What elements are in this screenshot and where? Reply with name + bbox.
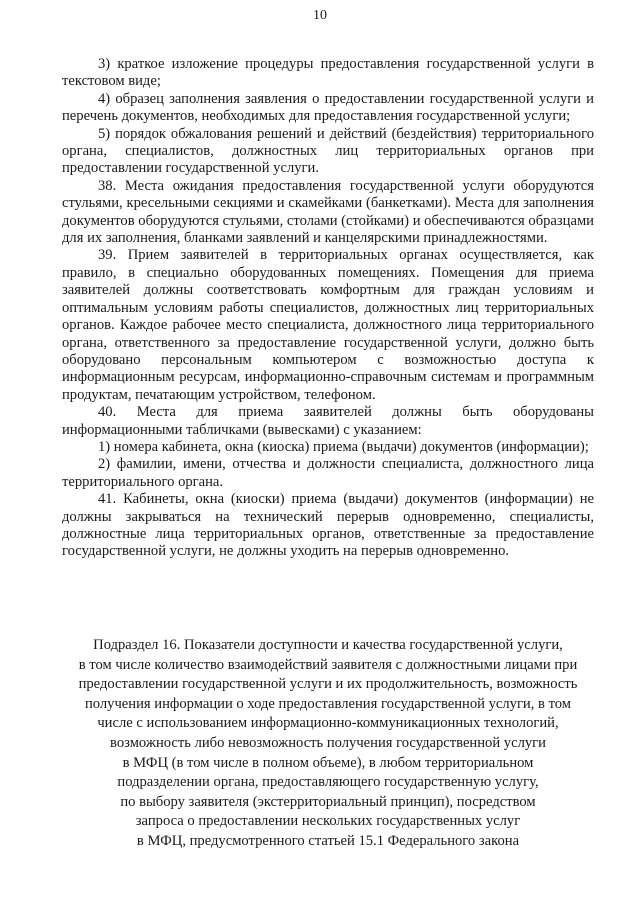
- paragraph-40: 40. Места для приема заявителей должны быть оборудованы информационными табличками (вывесками) с указанием:: [62, 404, 594, 438]
- heading-line: запроса о предоставлении нескольких государственных услуг: [135, 813, 521, 830]
- heading-line: возможность либо невозможность получения государственной услуги: [110, 734, 546, 751]
- paragraph-41: 41. Кабинеты, окна (киоски) приема (выдачи) документов (информации) не должны закрываться на технический перерыв одновременно, специалисты, должностные лица территориальных органов, ответственные за предоставление государственной услуги, не должны уходить на перерыв одновременно.: [62, 491, 594, 560]
- heading-line: в МФЦ, предусмотренного статьей 15.1 Федерального закона: [136, 832, 520, 849]
- paragraph-item-5: 5) порядок обжалования решений и действий (бездействия) территориального органа, специалистов, должностных лиц территориальных органов при предоставлении государственной услуги.: [62, 125, 594, 177]
- paragraph-item-3: 3) краткое изложение процедуры предоставления государственной услуги в текстовом виде;: [62, 56, 594, 90]
- subsection-16-heading: [62, 636, 594, 852]
- heading-line: предоставлении государственной услуги и их продолжительность, возможность: [78, 676, 578, 693]
- page-number: 10: [313, 8, 327, 23]
- body-text: [62, 56, 594, 561]
- heading-line: подразделении органа, предоставляющего государственную услугу,: [117, 774, 539, 791]
- heading-line: по выбору заявителя (экстерриториальный принцип), посредством: [120, 793, 536, 810]
- paragraph-40-item-1: 1) номера кабинета, окна (киоска) приема (выдачи) документов (информации);: [98, 438, 589, 455]
- paragraph-39: 39. Прием заявителей в территориальных органах осуществляется, как правило, в специально оборудованных помещениях. Помещения для приема заявителей должны соответствовать комфортным для граждан условиям и оптимальным условиям работы специалистов, должностных лиц территориальных органов. Каждое рабочее место специалиста, должностного лица территориального органа, ответственного за предоставление государственной услуги, должно быть оборудовано персональным компьютером с возможностью доступа к информационным ресурсам, информационно-справочным системам и программным продуктам, печатающим устройством, телефоном.: [62, 247, 594, 403]
- paragraph-item-4: 4) образец заполнения заявления о предоставлении государственной услуги и перечень документов, необходимых для предоставления государственной услуги;: [62, 90, 594, 125]
- paragraph-40-item-2: 2) фамилии, имени, отчества и должности специалиста, должностного лица территориального органа.: [62, 456, 594, 490]
- heading-line: в том числе количество взаимодействий заявителя с должностными лицами при: [78, 656, 578, 673]
- heading-line: числе с использованием информационно-коммуникационных технологий,: [97, 715, 559, 732]
- heading-line: в МФЦ (в том числе в полном объеме), в любом территориальном: [122, 754, 534, 771]
- paragraph-38: 38. Места ожидания предоставления государственной услуги оборудуются стульями, кресельными секциями и скамейками (банкетками). Места для заполнения документов оборудуются стульями, столами (стойками) и обеспечиваются образцами для их заполнения, бланками заявлений и канцелярскими принадлежностями.: [62, 177, 594, 247]
- heading-line: получения информации о ходе предоставления государственной услуги, в том: [84, 695, 572, 712]
- heading-line: Подраздел 16. Показатели доступности и качества государственной услуги,: [93, 637, 563, 653]
